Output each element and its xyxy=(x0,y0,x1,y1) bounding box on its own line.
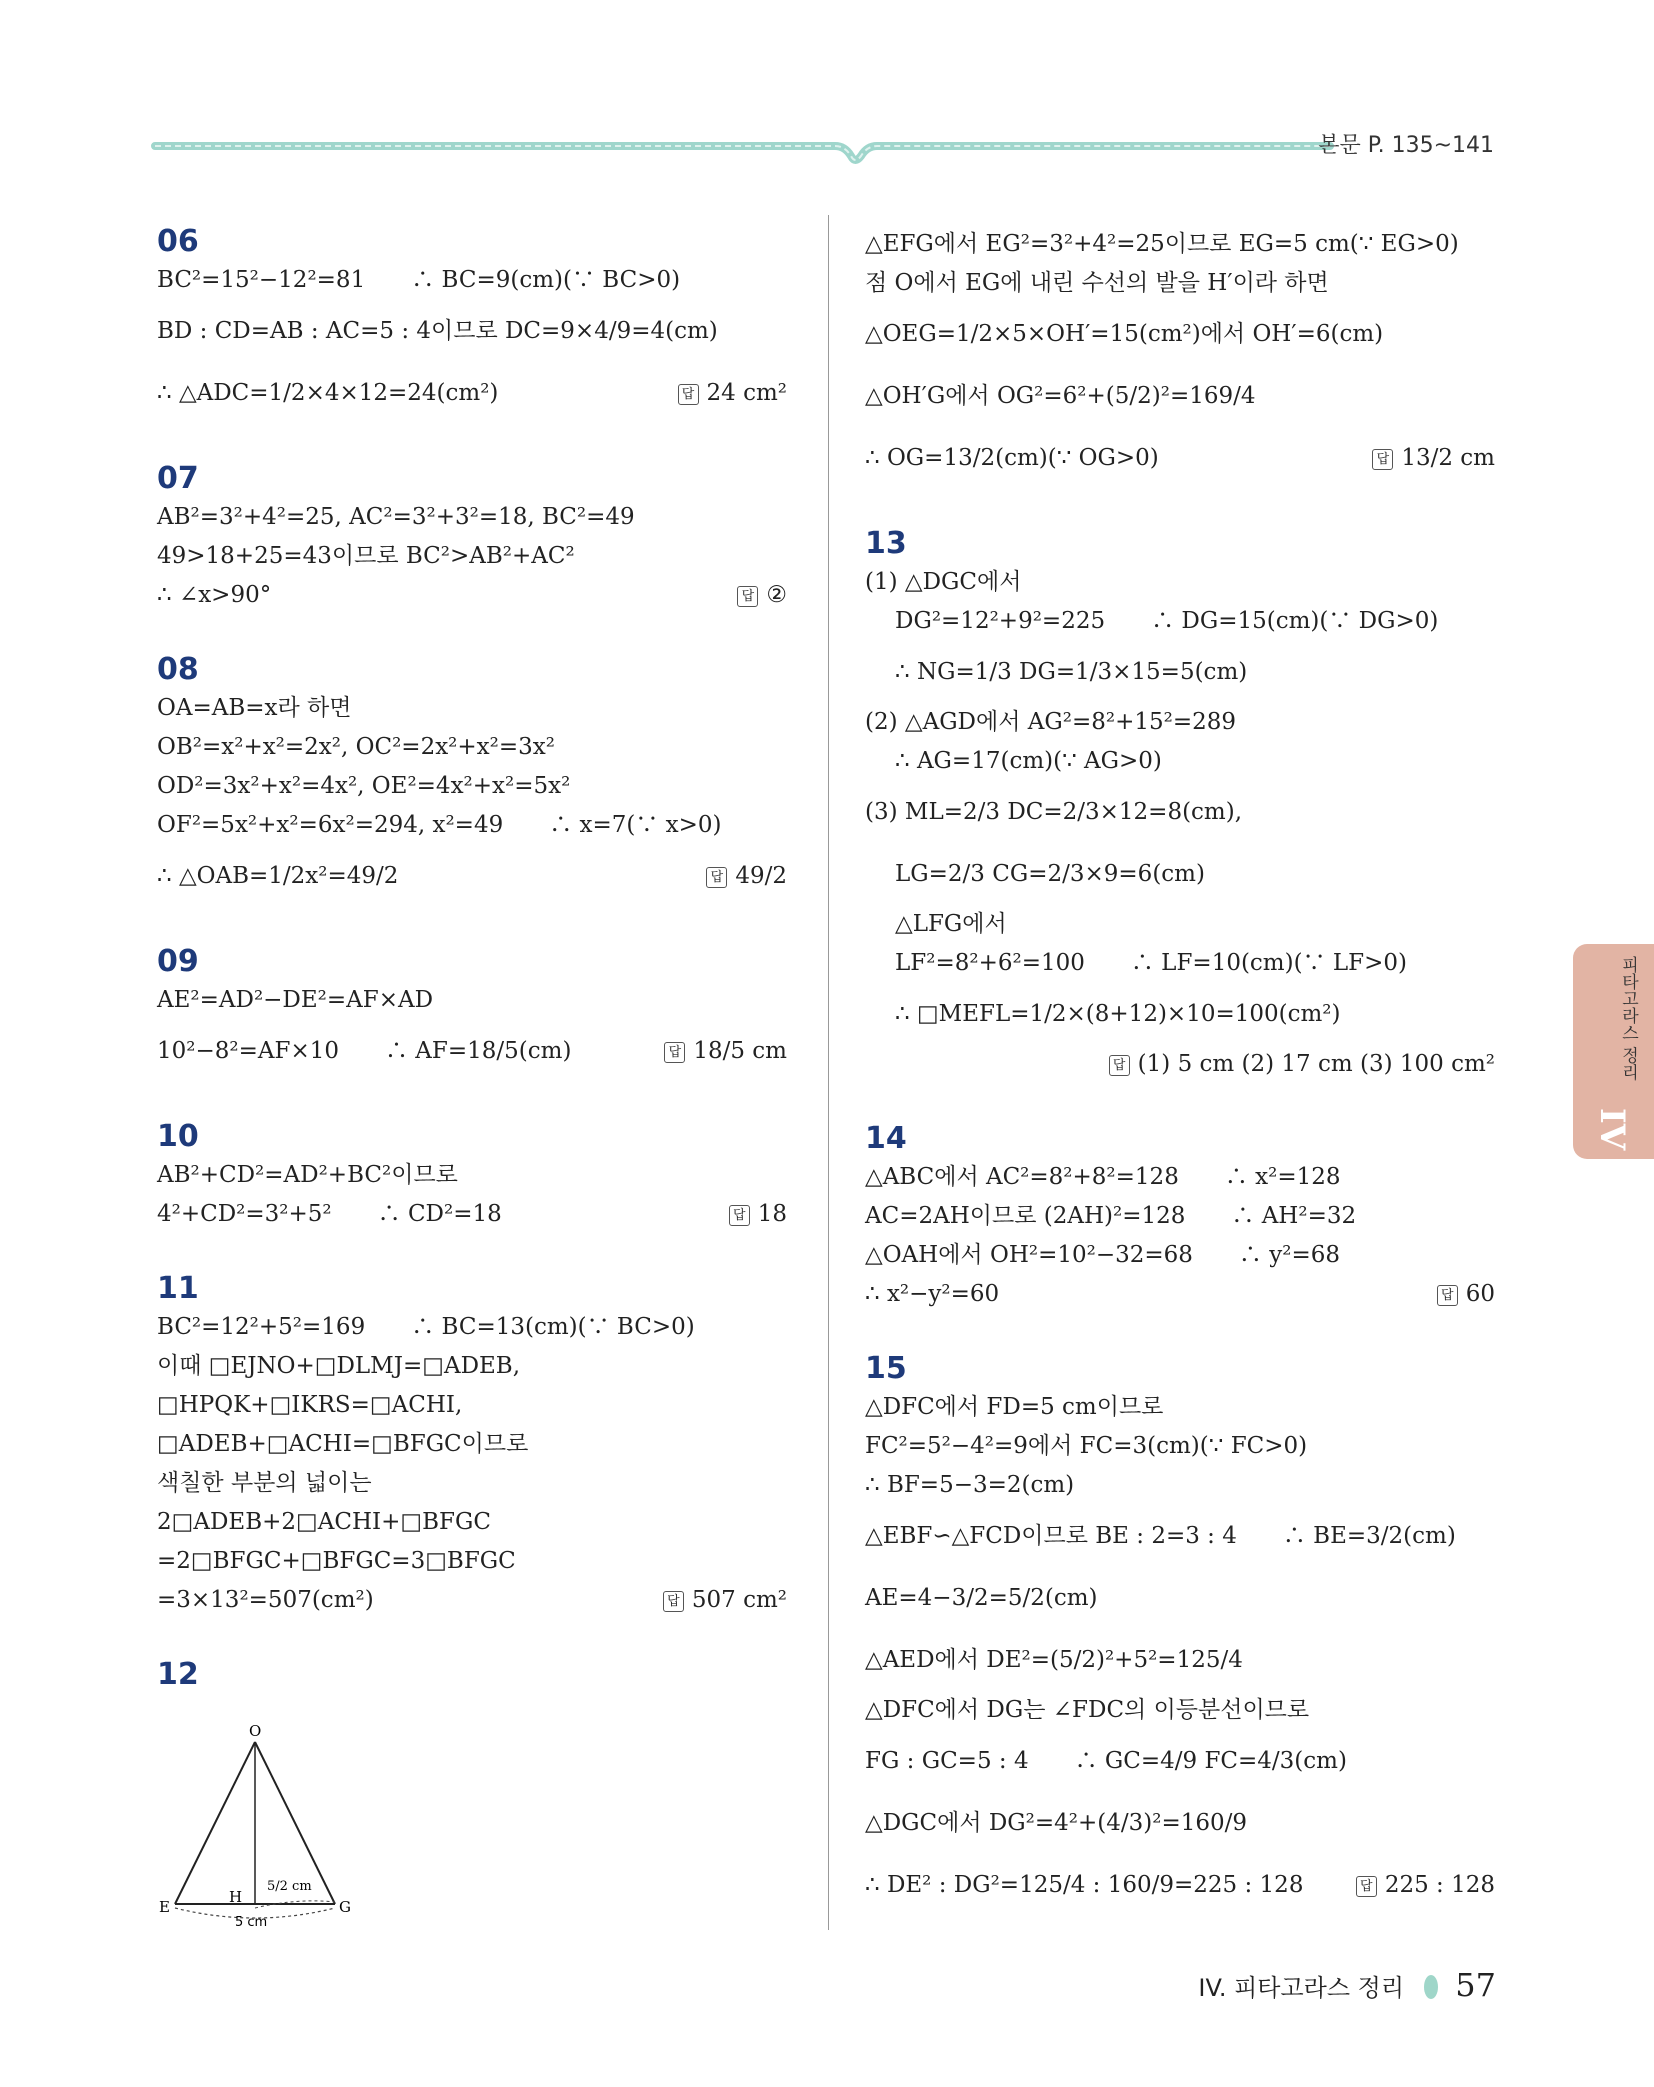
solution-line: □HPQK+□IKRS=□ACHI, xyxy=(157,1392,463,1418)
solution-text: ∴ ∠x>90° xyxy=(157,582,272,608)
solution-line-with-answer xyxy=(157,1195,787,1234)
solution-line: (3) ML=2/3 DC=2/3×12=8(cm), xyxy=(865,799,1243,825)
solution-text: ∴ △OAB=1/2x²=49/2 xyxy=(157,863,399,889)
solution-line: ∴ □MEFL=1/2×(8+12)×10=100(cm²) xyxy=(895,1001,1341,1027)
problem-number: 09 xyxy=(157,944,199,979)
solution-line: BC²=12²+5²=169 ∴ BC=13(cm)(∵ BC>0) xyxy=(157,1314,695,1340)
solution-line: BD : CD=AB : AC=5 : 4이므로 DC=9×4/9=4(cm) xyxy=(157,318,718,344)
answer-mark-icon: 답 xyxy=(1437,1285,1458,1306)
solution-line: AC=2AH이므로 (2AH)²=128 ∴ AH²=32 xyxy=(865,1203,1357,1229)
triangle-figure xyxy=(157,1722,377,1930)
solution-line: OA=AB=x라 하면 xyxy=(157,695,352,721)
solution-line-with-answer xyxy=(157,576,787,615)
problem-10 xyxy=(157,1120,787,1234)
answer xyxy=(706,845,787,907)
answer-mark-icon: 답 xyxy=(678,384,699,405)
answer xyxy=(1356,1854,1495,1916)
page-footer xyxy=(1198,1966,1496,2004)
solution-line-with-answer xyxy=(157,1581,787,1620)
answer xyxy=(664,1020,787,1082)
solution-line-with-answer xyxy=(865,427,1495,489)
answer xyxy=(678,362,788,424)
answer xyxy=(1109,1045,1495,1084)
problem-number: 12 xyxy=(157,1657,199,1692)
problem-number: 10 xyxy=(157,1119,199,1154)
problem-number: 13 xyxy=(865,526,907,561)
problem-number: 07 xyxy=(157,461,199,496)
solution-text: =3×13²=507(cm²) xyxy=(157,1587,374,1613)
answer xyxy=(663,1581,787,1620)
solution-text: ∴ x²−y²=60 xyxy=(865,1281,1000,1307)
solution-line: △AED에서 DE²=(5/2)²+5²=125/4 xyxy=(865,1647,1243,1673)
answer-mark-icon: 답 xyxy=(1109,1055,1130,1076)
solution-line-with-answer xyxy=(865,1275,1495,1314)
solution-line-with-answer xyxy=(157,845,787,907)
answer-value: 18/5 cm xyxy=(693,1038,787,1064)
solution-line: △OEG=1/2×5×OH′=15(cm²)에서 OH′=6(cm) xyxy=(865,321,1384,347)
solution-line: =2□BFGC+□BFGC=3□BFGC xyxy=(157,1548,516,1574)
right-column xyxy=(865,225,1495,1954)
answer xyxy=(729,1195,787,1234)
answer-mark-icon: 답 xyxy=(1372,449,1393,470)
problem-07 xyxy=(157,462,787,615)
solution-line: OF²=5x²+x²=6x²=294, x²=49 ∴ x=7(∵ x>0) xyxy=(157,812,722,838)
solution-line: △EFG에서 EG²=3²+4²=25이므로 EG=5 cm(∵ EG>0) xyxy=(865,231,1459,257)
label-half-length: 5/2 cm xyxy=(267,1879,312,1894)
leaf-icon xyxy=(1424,1975,1438,1999)
solution-line: △DGC에서 DG²=4²+(4/3)²=160/9 xyxy=(865,1810,1248,1836)
solution-line: AB²=3²+4²=25, AC²=3²+3²=18, BC²=49 xyxy=(157,504,635,530)
answer-mark-icon: 답 xyxy=(663,1591,684,1612)
answer-value: 507 cm² xyxy=(691,1587,787,1613)
solution-line: AB²+CD²=AD²+BC²이므로 xyxy=(157,1162,458,1188)
answer-mark-icon: 답 xyxy=(706,867,727,888)
problem-15 xyxy=(865,1352,1495,1916)
problem-12 xyxy=(157,1658,787,1692)
label-h: H xyxy=(229,1888,243,1906)
problem-06 xyxy=(157,225,787,424)
solution-line: OB²=x²+x²=2x², OC²=2x²+x²=3x² xyxy=(157,734,555,760)
solution-text: ∴ △ADC=1/2×4×12=24(cm²) xyxy=(157,380,499,406)
answer-line xyxy=(865,1045,1495,1084)
solution-line: □ADEB+□ACHI=□BFGC이므로 xyxy=(157,1431,529,1457)
solution-line: (1) △DGC에서 xyxy=(865,569,1022,595)
problem-11 xyxy=(157,1272,787,1620)
solution-line: FG : GC=5 : 4 ∴ GC=4/9 FC=4/3(cm) xyxy=(865,1748,1347,1774)
side-tab-title: 피타고라스 정리 xyxy=(1618,956,1638,1081)
label-e: E xyxy=(159,1898,170,1916)
problem-12-continued xyxy=(865,225,1495,489)
edge-oe xyxy=(175,1742,255,1904)
solution-line: 색칠한 부분의 넓이는 xyxy=(157,1470,372,1496)
solution-line: ∴ BF=5−3=2(cm) xyxy=(865,1472,1075,1498)
solution-line-with-answer xyxy=(865,1854,1495,1916)
solution-line: ∴ AG=17(cm)(∵ AG>0) xyxy=(895,748,1162,774)
answer xyxy=(1372,427,1495,489)
answer-mark-icon: 답 xyxy=(664,1042,685,1063)
solution-line-with-answer xyxy=(157,1020,787,1082)
footer-chapter: IV. 피타고라스 정리 xyxy=(1198,1974,1404,2002)
solution-line: OD²=3x²+x²=4x², OE²=4x²+x²=5x² xyxy=(157,773,571,799)
problem-number: 14 xyxy=(865,1121,907,1156)
solution-line: LG=2/3 CG=2/3×9=6(cm) xyxy=(895,861,1205,887)
solution-line: (2) △AGD에서 AG²=8²+15²=289 xyxy=(865,709,1237,735)
problem-number: 11 xyxy=(157,1271,199,1306)
solution-line: ∴ NG=1/3 DG=1/3×15=5(cm) xyxy=(895,659,1248,685)
answer-value: 13/2 cm xyxy=(1401,445,1495,471)
left-column xyxy=(157,225,787,1730)
answer-value: 60 xyxy=(1465,1281,1495,1307)
answer-mark-icon: 답 xyxy=(729,1205,750,1226)
solution-text: ∴ DE² : DG²=125/4 : 160/9=225 : 128 xyxy=(865,1872,1304,1898)
answer-value: 225 : 128 xyxy=(1384,1872,1495,1898)
solution-line: △ABC에서 AC²=8²+8²=128 ∴ x²=128 xyxy=(865,1164,1341,1190)
page-reference: 본문 P. 135~141 xyxy=(1318,133,1494,158)
solution-line: △EBF∽△FCD이므로 BE : 2=3 : 4 ∴ BE=3/2(cm) xyxy=(865,1523,1456,1549)
column-divider xyxy=(828,215,829,1930)
solution-line: △OH′G에서 OG²=6²+(5/2)²=169/4 xyxy=(865,383,1256,409)
problem-14 xyxy=(865,1122,1495,1314)
solution-line: BC²=15²−12²=81 ∴ BC=9(cm)(∵ BC>0) xyxy=(157,267,681,293)
solution-text: ∴ OG=13/2(cm)(∵ OG>0) xyxy=(865,445,1159,471)
answer-value: 24 cm² xyxy=(706,380,787,406)
problem-09 xyxy=(157,945,787,1082)
answer-mark-icon: 답 xyxy=(1356,1876,1377,1897)
solution-line: 이때 □EJNO+□DLMJ=□ADEB, xyxy=(157,1353,521,1379)
answer-value: (1) 5 cm (2) 17 cm (3) 100 cm² xyxy=(1137,1051,1495,1077)
label-g: G xyxy=(339,1898,351,1916)
solution-text: 4²+CD²=3²+5² ∴ CD²=18 xyxy=(157,1201,502,1227)
solution-line: 2□ADEB+2□ACHI+□BFGC xyxy=(157,1509,491,1535)
header-decoration xyxy=(155,142,1335,182)
problem-13 xyxy=(865,527,1495,1084)
solution-line: LF²=8²+6²=100 ∴ LF=10(cm)(∵ LF>0) xyxy=(895,950,1407,976)
chapter-side-tab xyxy=(1573,944,1654,1159)
problem-number: 06 xyxy=(157,224,199,259)
answer xyxy=(737,576,787,615)
solution-line-with-answer xyxy=(157,362,787,424)
answer-mark-icon: 답 xyxy=(737,586,758,607)
solution-text: 10²−8²=AF×10 ∴ AF=18/5(cm) xyxy=(157,1038,572,1064)
label-o: O xyxy=(249,1722,262,1740)
solution-line: DG²=12²+9²=225 ∴ DG=15(cm)(∵ DG>0) xyxy=(895,608,1439,634)
solution-line: △DFC에서 DG는 ∠FDC의 이등분선이므로 xyxy=(865,1697,1310,1723)
answer-value: 49/2 xyxy=(735,863,787,889)
solution-line: △OAH에서 OH²=10²−32=68 ∴ y²=68 xyxy=(865,1242,1340,1268)
side-tab-roman: IV xyxy=(1592,1107,1633,1151)
answer xyxy=(1437,1275,1495,1314)
answer-value: ② xyxy=(766,582,787,608)
page-number: 57 xyxy=(1455,1966,1496,2004)
solution-line: 점 O에서 EG에 내린 수선의 발을 H′이라 하면 xyxy=(865,270,1329,296)
problem-number: 15 xyxy=(865,1351,907,1386)
answer-value: 18 xyxy=(757,1201,787,1227)
solution-line: △DFC에서 FD=5 cm이므로 xyxy=(865,1394,1164,1420)
solution-line: AE=4−3/2=5/2(cm) xyxy=(865,1585,1098,1611)
solution-line: 49>18+25=43이므로 BC²>AB²+AC² xyxy=(157,543,575,569)
label-base-length: 5 cm xyxy=(235,1915,268,1930)
solution-line: FC²=5²−4²=9에서 FC=3(cm)(∵ FC>0) xyxy=(865,1433,1308,1459)
problem-08 xyxy=(157,653,787,907)
solution-line: AE²=AD²−DE²=AF×AD xyxy=(157,987,434,1013)
solution-line: △LFG에서 xyxy=(895,911,1007,937)
problem-number: 08 xyxy=(157,652,199,687)
